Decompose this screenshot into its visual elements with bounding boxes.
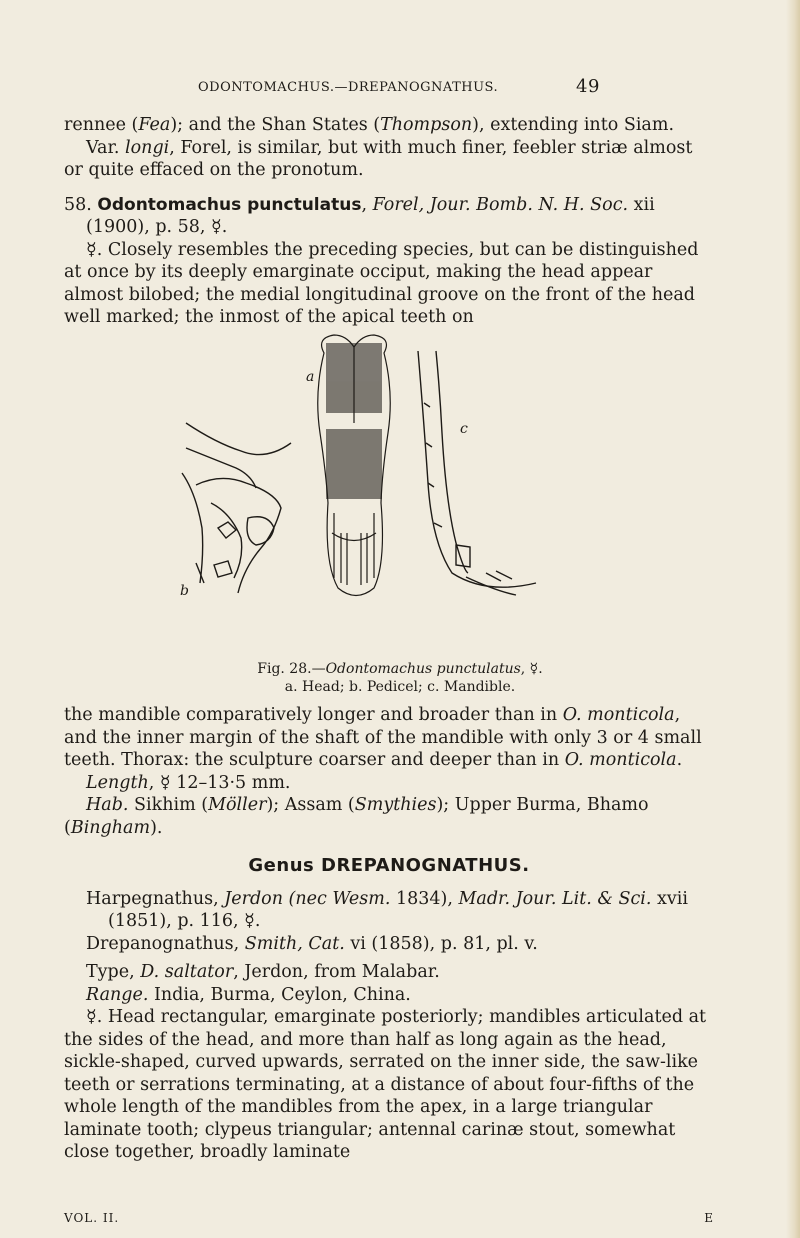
mandible-c-drawing: [418, 351, 536, 595]
variety-longi: Var. longi, Forel, is similar, but with much finer, feebler striæ almost or quite effaced on the pronotum.: [64, 137, 693, 180]
synonym-drepanognathus: Drepanognathus, Smith, Cat. vi (1858), p. 81, pl. v.: [86, 933, 538, 954]
signature-mark: E: [704, 1211, 714, 1225]
running-title: ODONTOMACHUS.—DREPANOGNATHUS.: [198, 80, 499, 95]
figure-label-a: a: [306, 369, 315, 385]
text-block-top: [64, 114, 714, 329]
species-58-description: ☿. Closely resembles the preceding species, but can be distinguished at once by its deeply emarginate occiput, making the head appear almost bilobed; the medial longitudinal groove on the front of the head well marked; the inmost of the apical teeth on: [64, 239, 699, 327]
page-number: 49: [576, 76, 600, 97]
page-edge-shadow: [786, 0, 800, 1238]
figure-label-b: b: [180, 583, 189, 599]
synonym-harpegnathus: Harpegnathus, Jerdon (nec Wesm. 1834), Madr. Jour. Lit. & Sci. xvii (1851), p. 116, ☿.: [86, 888, 688, 931]
range-line: Range. India, Burma, Ceylon, China.: [86, 984, 411, 1005]
habitat-line: Hab. Sikhim (Möller); Assam (Smythies); Upper Burma, Bhamo (Bingham).: [64, 795, 649, 838]
figure-caption: [0, 660, 800, 696]
mandible-b-drawing: [182, 423, 291, 593]
type-species-line: Type, D. saltator, Jerdon, from Malabar.: [86, 962, 440, 982]
volume-label: VOL. II.: [64, 1211, 120, 1225]
genus-heading: Genus DREPANOGNATHUS.: [248, 855, 530, 876]
caption-legend: a. Head; b. Pedicel; c. Mandible.: [284, 679, 516, 695]
page-footer: [64, 1211, 714, 1225]
figure-28-illustration: [156, 333, 576, 653]
para-range-continuation: rennee (Fea); and the Shan States (Thompson), extending into Siam.: [64, 115, 675, 135]
length-line: Length, ☿ 12–13·5 mm.: [86, 772, 291, 793]
caption-title: Fig. 28.—Odontomachus punctulatus, ☿.: [257, 661, 543, 677]
genus-description: ☿. Head rectangular, emarginate posteriorly; mandibles articulated at the sides of the head, and more than half as long again as the head, sickle-shaped, curved upwards, serrated on the inner side, the saw-like teeth or serrations terminating, at a distance of about four-fifths of the whole length of the mandibles from the apex, in a large triangular laminate tooth; clypeus triangular; antennal carinæ stout, somewhat close together, broadly laminate: [64, 1007, 707, 1162]
text-block-bottom: [64, 704, 714, 1164]
species-58-heading: 58. Odontomachus punctulatus, Forel, Jour. Bomb. N. H. Soc. xii (1900), p. 58, ☿.: [64, 194, 655, 237]
figure-label-c: c: [460, 421, 468, 437]
species-58-description-cont: the mandible comparatively longer and broader than in O. monticola, and the inner margin of the shaft of the mandible with only 3 or 4 small teeth. Thorax: the sculpture coarser and deeper than in O. monticola.: [64, 705, 702, 770]
